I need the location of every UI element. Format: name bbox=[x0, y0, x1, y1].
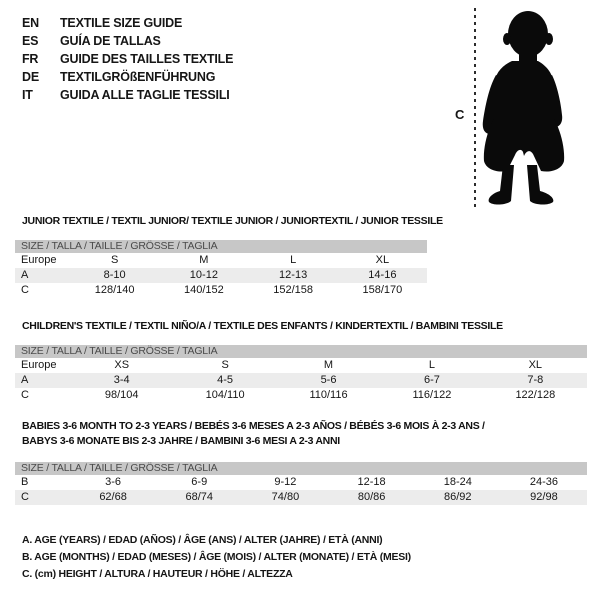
language-row bbox=[22, 86, 233, 104]
table-row-height bbox=[15, 388, 587, 403]
section-title-babies-line2: BABYS 3-6 MONATE BIS 2-3 JAHRE / BAMBINI 3-6 MESI A 2-3 ANNI bbox=[22, 435, 340, 447]
size-cell: S bbox=[110, 254, 119, 266]
age-cell: 9-12 bbox=[274, 476, 297, 488]
size-header-bar: SIZE / TALLA / TAILLE / GRÖSSE / TAGLIA bbox=[15, 345, 587, 358]
height-cell: 122/128 bbox=[515, 389, 556, 401]
age-cell: 3-4 bbox=[113, 374, 130, 386]
language-title: GUIDE DES TAILLES TEXTILE bbox=[60, 52, 234, 66]
height-cell: 62/68 bbox=[99, 491, 127, 503]
legend-line-a: A. AGE (YEARS) / EDAD (AÑOS) / ÂGE (ANS) / ALTER (JAHRE) / ETÀ (ANNI) bbox=[22, 534, 383, 546]
height-cell: 116/122 bbox=[412, 389, 452, 401]
language-title: TEXTILGRÖßENFÜHRUNG bbox=[60, 70, 216, 84]
height-cell: 104/110 bbox=[205, 389, 245, 401]
height-cell: 128/140 bbox=[94, 284, 135, 296]
language-code: DE bbox=[22, 70, 39, 84]
height-measure-dotted-line bbox=[474, 8, 476, 210]
age-cell: 14-16 bbox=[368, 269, 397, 281]
legend-line-b: B. AGE (MONTHS) / EDAD (MESES) / ÂGE (MOIS) / ALTER (MONATE) / ETÀ (MESI) bbox=[22, 551, 411, 563]
row-label: A bbox=[21, 269, 29, 281]
age-cell: 7-8 bbox=[527, 374, 544, 386]
language-title: GUIDA ALLE TAGLIE TESSILI bbox=[60, 88, 230, 102]
row-label: C bbox=[21, 389, 29, 401]
language-row bbox=[22, 50, 233, 68]
language-code: FR bbox=[22, 52, 39, 66]
language-row bbox=[22, 32, 233, 50]
legend bbox=[22, 532, 411, 583]
age-cell: 10-12 bbox=[189, 269, 218, 281]
row-label: C bbox=[21, 284, 29, 296]
size-cell: S bbox=[221, 359, 229, 371]
row-label: Europe bbox=[21, 359, 57, 371]
height-cell: 152/158 bbox=[273, 284, 313, 296]
table-row-height bbox=[15, 490, 587, 505]
table-row-height bbox=[15, 283, 427, 298]
language-code: IT bbox=[22, 88, 33, 102]
baby-silhouette-icon bbox=[482, 9, 566, 205]
row-label: A bbox=[21, 374, 29, 386]
age-cell: 8-10 bbox=[103, 269, 126, 281]
section-title-babies bbox=[22, 419, 597, 449]
babies-size-table bbox=[15, 462, 587, 505]
children-size-table bbox=[15, 345, 587, 403]
height-cell: 80/86 bbox=[357, 491, 386, 503]
size-cell: XL bbox=[375, 254, 390, 266]
height-cell: 68/74 bbox=[185, 491, 214, 503]
age-cell: 3-6 bbox=[105, 476, 122, 488]
size-cell: M bbox=[199, 254, 209, 266]
table-row-age bbox=[15, 268, 427, 283]
height-cell: 92/98 bbox=[530, 491, 558, 503]
age-cell: 5-6 bbox=[320, 374, 337, 386]
age-cell: 12-18 bbox=[357, 476, 386, 488]
height-cell: 86/92 bbox=[444, 491, 472, 503]
height-measure-label: C bbox=[455, 107, 465, 122]
size-cell: M bbox=[323, 359, 334, 371]
table-row-age-months bbox=[15, 475, 587, 490]
height-cell: 158/170 bbox=[362, 284, 403, 296]
age-cell: 6-7 bbox=[423, 374, 440, 386]
row-label: B bbox=[21, 476, 29, 488]
age-cell: 6-9 bbox=[191, 476, 208, 488]
section-title-children: CHILDREN'S TEXTILE / TEXTIL NIÑO/A / TEXTILE DES ENFANTS / KINDERTEXTIL / BAMBINI TESSILE bbox=[22, 320, 503, 332]
legend-line-c: C. (cm) HEIGHT / ALTURA / HAUTEUR / HÖHE / ALTEZZA bbox=[22, 568, 293, 580]
table-row-age bbox=[15, 373, 587, 388]
row-label: Europe bbox=[21, 254, 57, 266]
age-cell: 4-5 bbox=[217, 374, 234, 386]
table-row-europe bbox=[15, 253, 427, 268]
language-code: EN bbox=[22, 16, 39, 30]
language-title-list bbox=[22, 14, 233, 104]
language-row bbox=[22, 14, 233, 32]
size-header-bar: SIZE / TALLA / TAILLE / GRÖSSE / TAGLIA bbox=[15, 462, 587, 475]
junior-size-table bbox=[15, 240, 427, 298]
language-row bbox=[22, 68, 233, 86]
section-title-babies-line1: BABIES 3-6 MONTH TO 2-3 YEARS / BEBÉS 3-6 MESES A 2-3 AÑOS / BÉBÉS 3-6 MOIS À 2-3 ANS / bbox=[22, 420, 485, 432]
language-code: ES bbox=[22, 34, 39, 48]
size-header-bar: SIZE / TALLA / TAILLE / GRÖSSE / TAGLIA bbox=[15, 240, 427, 253]
height-cell: 98/104 bbox=[104, 389, 139, 401]
size-cell: L bbox=[428, 359, 435, 371]
row-label: C bbox=[21, 491, 29, 503]
height-cell: 74/80 bbox=[271, 491, 300, 503]
age-cell: 12-13 bbox=[279, 269, 308, 281]
size-cell: XL bbox=[528, 359, 543, 371]
height-cell: 110/116 bbox=[309, 389, 348, 401]
size-cell: XS bbox=[114, 359, 130, 371]
language-title: TEXTILE SIZE GUIDE bbox=[60, 16, 183, 30]
size-cell: L bbox=[290, 254, 297, 266]
language-title: GUÍA DE TALLAS bbox=[60, 34, 161, 48]
age-cell: 18-24 bbox=[443, 476, 472, 488]
height-cell: 140/152 bbox=[183, 284, 224, 296]
table-row-europe bbox=[15, 358, 587, 373]
section-title-junior: JUNIOR TEXTILE / TEXTIL JUNIOR/ TEXTILE JUNIOR / JUNIORTEXTIL / JUNIOR TESSILE bbox=[22, 215, 443, 227]
age-cell: 24-36 bbox=[529, 476, 559, 488]
